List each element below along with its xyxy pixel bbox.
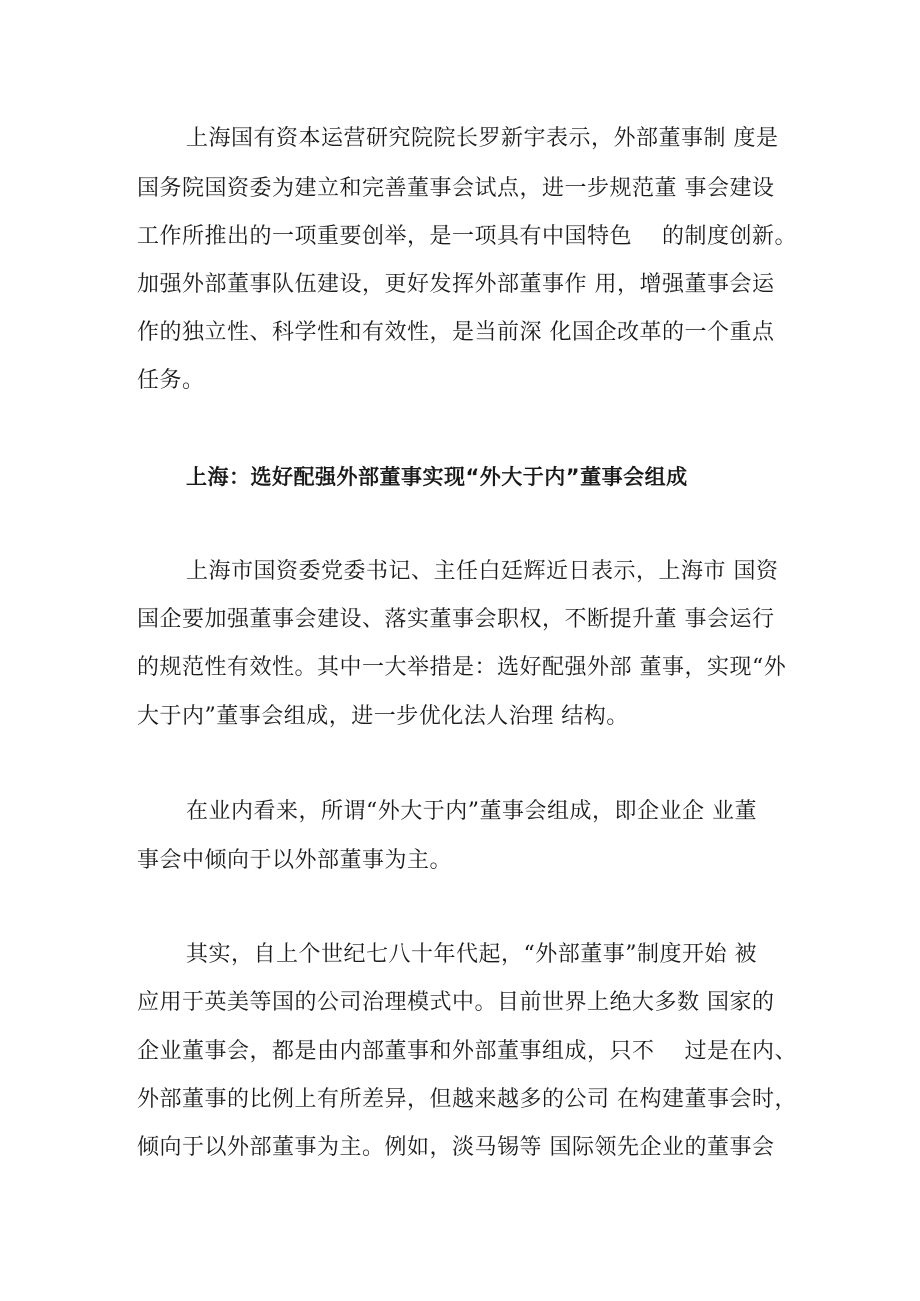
paragraph-4-line-3: 企业董事会，都是由内部董事和外部董事组成，只不 过是在内、 (137, 1039, 797, 1064)
paragraph-1-line-3: 工作所推出的一项重要创举，是一项具有中国特色 的制度创新。 (137, 224, 797, 249)
paragraph-4-line-4: 外部董事的比例上有所差异，但越来越多的公司 在构建董事会时， (137, 1087, 797, 1112)
paragraph-3-line-1: 在业内看来，所谓“外大于内”董事会组成，即企业企 业董 (186, 799, 757, 824)
paragraph-1-line-5: 作的独立性、科学性和有效性，是当前深 化国企改革的一个重点 (137, 320, 775, 345)
paragraph-4-line-2: 应用于英美等国的公司治理模式中。目前世界上绝大多数 国家的 (137, 990, 775, 1015)
paragraph-1-line-1: 上海国有资本运营研究院院长罗新宇表示，外部董事制 度是 (186, 126, 779, 151)
paragraph-1-line-2: 国务院国资委为建立和完善董事会试点，进一步规范董 事会建设 (137, 176, 775, 201)
section-heading: 上海：选好配强外部董事实现“外大于内”董事会组成 (186, 465, 688, 489)
paragraph-2-line-2: 国企要加强董事会建设、落实董事会职权，不断提升董 事会运行 (137, 607, 775, 632)
paragraph-3-line-2: 事会中倾向于以外部董事为主。 (137, 848, 453, 873)
paragraph-4-line-1: 其实，自上个世纪七八十年代起，“外部董事”制度开始 被 (186, 942, 757, 967)
paragraph-1-line-4: 加强外部董事队伍建设，更好发挥外部董事作 用，增强董事会运 (137, 272, 775, 297)
paragraph-4-line-5: 倾向于以外部董事为主。例如，淡马锡等 国际领先企业的董事会 (137, 1135, 775, 1160)
paragraph-1-line-6: 任务。 (137, 368, 205, 393)
paragraph-2-line-1: 上海市国资委党委书记、主任白廷辉近日表示，上海市 国资 (186, 559, 779, 584)
paragraph-2-line-3: 的规范性有效性。其中一大举措是：选好配强外部 董事，实现“外 (137, 655, 787, 680)
paragraph-2-line-4: 大于内”董事会组成，进一步优化法人治理 结构。 (137, 704, 629, 729)
